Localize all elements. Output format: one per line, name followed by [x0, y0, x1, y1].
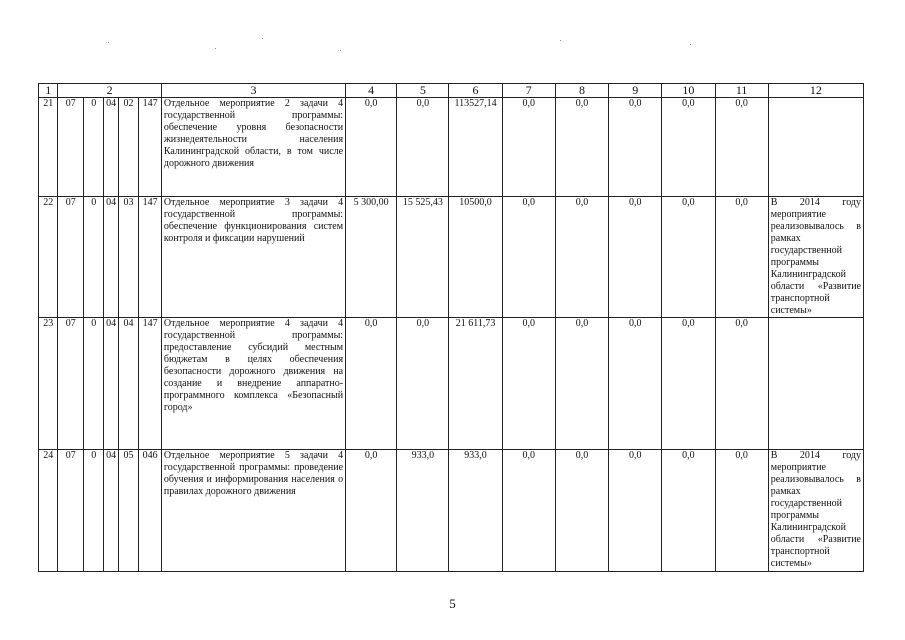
table-row [39, 450, 864, 572]
value-cell: 0,0 [502, 197, 555, 318]
value-cell: 0,0 [397, 98, 449, 197]
value-cell: 0,0 [346, 98, 397, 197]
value-cell: 0,0 [662, 98, 715, 197]
value-cell: 10500,0 [449, 197, 502, 318]
value-cell: 933,0 [397, 450, 449, 572]
code-cell: 05 [118, 450, 138, 572]
code-cell: 147 [139, 197, 162, 318]
scan-speck [560, 40, 561, 41]
code-cell: 03 [118, 197, 138, 318]
scan-speck [690, 44, 691, 45]
page-number: 5 [449, 596, 456, 611]
code-cell: 0 [84, 197, 104, 318]
code-cell: 147 [139, 318, 162, 450]
code-cell: 07 [58, 98, 84, 197]
code-cell: 04 [104, 318, 118, 450]
value-cell: 0,0 [662, 318, 715, 450]
header-cell: 1 [39, 84, 58, 98]
note-cell: В 2014 году мероприятие реализовывалось в рамках государственной программы Калининградской области «Развитие транспортной системы» [768, 197, 863, 318]
header-cell: 10 [662, 84, 715, 98]
value-cell: 0,0 [715, 98, 768, 197]
table-row [39, 98, 864, 197]
header-cell: 7 [502, 84, 555, 98]
code-cell: 07 [58, 450, 84, 572]
program-activities-table [38, 83, 864, 572]
header-cell: 6 [449, 84, 502, 98]
value-cell: 0,0 [609, 450, 662, 572]
value-cell: 0,0 [715, 197, 768, 318]
header-cell: 5 [397, 84, 449, 98]
value-cell: 0,0 [502, 450, 555, 572]
code-cell: 07 [58, 197, 84, 318]
value-cell: 0,0 [715, 450, 768, 572]
header-cell: 8 [555, 84, 608, 98]
activity-description: Отдельное мероприятие 5 задачи 4 государственной программы: проведение обучения и информирования населения о правилах дорожного движения [161, 450, 345, 572]
value-cell: 0,0 [555, 450, 608, 572]
value-cell: 0,0 [502, 318, 555, 450]
code-cell: 02 [118, 98, 138, 197]
value-cell: 0,0 [609, 98, 662, 197]
code-cell: 04 [104, 197, 118, 318]
code-cell: 0 [84, 318, 104, 450]
activity-description: Отдельное мероприятие 2 задачи 4 государственной программы: обеспечение уровня безопасности жизнедеятельности населения Калининградской области, в том числе дорожного движения [161, 98, 345, 197]
scan-speck [108, 42, 109, 43]
code-cell: 04 [118, 318, 138, 450]
table-row [39, 318, 864, 450]
scan-speck [262, 38, 263, 39]
scan-speck [215, 48, 216, 49]
header-cell: 3 [161, 84, 345, 98]
header-cell: 4 [346, 84, 397, 98]
row-number: 22 [39, 197, 58, 318]
activity-description: Отдельное мероприятие 4 задачи 4 государственной программы: предоставление субсидий местным бюджетам в целях обеспечения безопасности дорожного движения на создание и внедрение аппаратно-программного комплекса «Безопасный город» [161, 318, 345, 450]
value-cell: 0,0 [346, 450, 397, 572]
scan-speck [340, 50, 341, 51]
activity-description: Отдельное мероприятие 3 задачи 4 государственной программы: обеспечение функционирования систем контроля и фиксации нарушений [161, 197, 345, 318]
header-cell: 9 [609, 84, 662, 98]
header-row [39, 84, 864, 98]
value-cell: 0,0 [555, 197, 608, 318]
value-cell: 0,0 [609, 197, 662, 318]
value-cell: 0,0 [346, 318, 397, 450]
code-cell: 0 [84, 98, 104, 197]
value-cell: 0,0 [609, 318, 662, 450]
value-cell: 933,0 [449, 450, 502, 572]
code-cell: 046 [139, 450, 162, 572]
value-cell: 0,0 [502, 98, 555, 197]
code-cell: 0 [84, 450, 104, 572]
value-cell: 0,0 [662, 197, 715, 318]
note-cell [768, 318, 863, 450]
row-number: 21 [39, 98, 58, 197]
code-cell: 04 [104, 450, 118, 572]
table-row [39, 197, 864, 318]
row-number: 24 [39, 450, 58, 572]
header-cell: 2 [58, 84, 161, 98]
row-number: 23 [39, 318, 58, 450]
value-cell: 0,0 [715, 318, 768, 450]
value-cell: 0,0 [555, 98, 608, 197]
code-cell: 07 [58, 318, 84, 450]
value-cell: 0,0 [662, 450, 715, 572]
note-cell: В 2014 году мероприятие реализовывалось в рамках государственной программы Калининградской области «Развитие транспортной системы» [768, 450, 863, 572]
note-cell [768, 98, 863, 197]
code-cell: 147 [139, 98, 162, 197]
header-cell: 12 [768, 84, 863, 98]
value-cell: 5 300,00 [346, 197, 397, 318]
value-cell: 0,0 [555, 318, 608, 450]
value-cell: 21 611,73 [449, 318, 502, 450]
value-cell: 15 525,43 [397, 197, 449, 318]
header-cell: 11 [715, 84, 768, 98]
code-cell: 04 [104, 98, 118, 197]
value-cell: 113527,14 [449, 98, 502, 197]
value-cell: 0,0 [397, 318, 449, 450]
